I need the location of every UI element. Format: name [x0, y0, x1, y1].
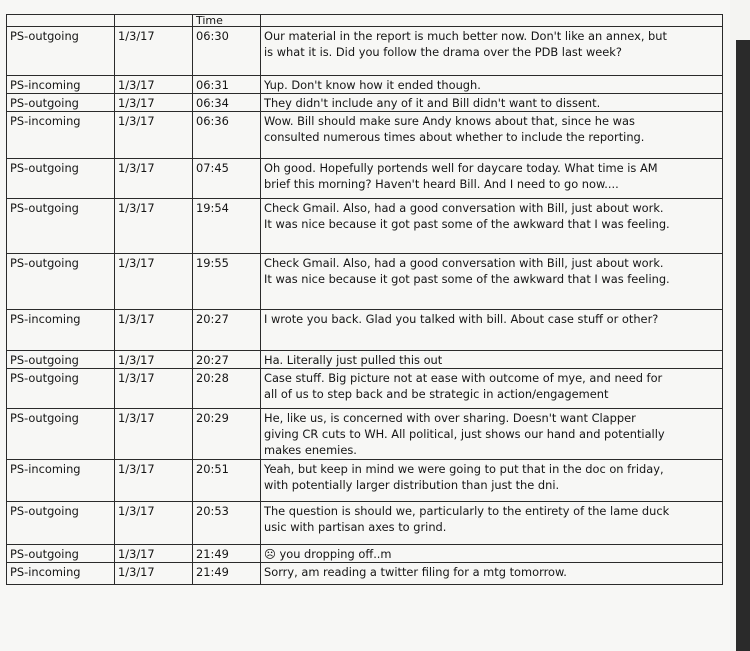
- date-cell: 1/3/17: [115, 563, 193, 585]
- date-cell: 1/3/17: [115, 94, 193, 112]
- date-cell: 1/3/17: [115, 351, 193, 369]
- table-row: [7, 159, 723, 199]
- message-line: usic with partisan axes to grind.: [264, 520, 447, 534]
- date-cell: 1/3/17: [115, 112, 193, 159]
- message-cell: [261, 502, 723, 545]
- direction-cell: PS-incoming: [7, 112, 115, 159]
- direction-cell: PS-incoming: [7, 563, 115, 585]
- direction-cell: PS-outgoing: [7, 159, 115, 199]
- time-cell: 06:30: [193, 27, 261, 76]
- date-cell: 1/3/17: [115, 254, 193, 310]
- message-line: consulted numerous times about whether to include the reporting.: [264, 130, 645, 144]
- date-cell: 1/3/17: [115, 76, 193, 94]
- direction-cell: PS-outgoing: [7, 369, 115, 409]
- message-line: It was nice because it got past some of the awkward that I was feeling.: [264, 217, 670, 231]
- message-cell: [261, 199, 723, 254]
- direction-cell: PS-outgoing: [7, 351, 115, 369]
- message-cell: [261, 351, 723, 369]
- time-cell: 20:27: [193, 310, 261, 351]
- time-cell: 20:53: [193, 502, 261, 545]
- message-line: makes enemies.: [264, 443, 357, 457]
- table-row: [7, 351, 723, 369]
- time-cell: 06:31: [193, 76, 261, 94]
- direction-cell: PS-outgoing: [7, 94, 115, 112]
- table-row: [7, 310, 723, 351]
- message-line: Yup. Don't know how it ended though.: [264, 78, 481, 92]
- direction-cell: PS-outgoing: [7, 254, 115, 310]
- message-line: Check Gmail. Also, had a good conversation with Bill, just about work.: [264, 201, 664, 215]
- message-cell: [261, 254, 723, 310]
- table-row: [7, 563, 723, 585]
- message-line: I wrote you back. Glad you talked with bill. About case stuff or other?: [264, 312, 659, 326]
- time-cell: 06:34: [193, 94, 261, 112]
- message-line: with potentially larger distribution than just the dni.: [264, 478, 560, 492]
- message-line: Yeah, but keep in mind we were going to put that in the doc on friday,: [264, 462, 664, 476]
- message-cell: [261, 369, 723, 409]
- message-line: is what it is. Did you follow the drama over the PDB last week?: [264, 45, 622, 59]
- message-line: giving CR cuts to WH. All political, just shows our hand and potentially: [264, 427, 665, 441]
- header-time: Time: [193, 15, 261, 27]
- direction-cell: PS-incoming: [7, 460, 115, 502]
- header-direction: [7, 15, 115, 27]
- table-row: [7, 369, 723, 409]
- time-cell: 19:55: [193, 254, 261, 310]
- table-row: [7, 76, 723, 94]
- message-line: Wow. Bill should make sure Andy knows about that, since he was: [264, 114, 635, 128]
- message-cell: [261, 27, 723, 76]
- table-row: [7, 409, 723, 460]
- time-cell: 07:45: [193, 159, 261, 199]
- message-cell: [261, 563, 723, 585]
- header-row: [7, 15, 723, 27]
- table-row: [7, 94, 723, 112]
- date-cell: 1/3/17: [115, 159, 193, 199]
- message-line: The question is should we, particularly to the entirety of the lame duck: [264, 504, 670, 518]
- table-row: [7, 502, 723, 545]
- time-cell: 20:29: [193, 409, 261, 460]
- direction-cell: PS-incoming: [7, 310, 115, 351]
- message-line: Sorry, am reading a twitter filing for a mtg tomorrow.: [264, 565, 567, 579]
- table-row: [7, 112, 723, 159]
- table-row: [7, 27, 723, 76]
- direction-cell: PS-outgoing: [7, 545, 115, 563]
- message-line: Case stuff. Big picture not at ease with outcome of mye, and need for: [264, 371, 663, 385]
- message-cell: [261, 112, 723, 159]
- date-cell: 1/3/17: [115, 369, 193, 409]
- message-line: It was nice because it got past some of the awkward that I was feeling.: [264, 272, 670, 286]
- table-row: [7, 199, 723, 254]
- time-cell: 19:54: [193, 199, 261, 254]
- time-cell: 21:49: [193, 563, 261, 585]
- time-cell: 20:28: [193, 369, 261, 409]
- direction-cell: PS-outgoing: [7, 27, 115, 76]
- direction-cell: PS-outgoing: [7, 409, 115, 460]
- message-cell: [261, 76, 723, 94]
- message-cell: [261, 94, 723, 112]
- direction-cell: PS-outgoing: [7, 199, 115, 254]
- message-line: brief this morning? Haven't heard Bill. And I need to go now....: [264, 177, 619, 191]
- table-row: [7, 460, 723, 502]
- time-cell: 20:51: [193, 460, 261, 502]
- date-cell: 1/3/17: [115, 545, 193, 563]
- direction-cell: PS-outgoing: [7, 502, 115, 545]
- scan-dark-edge: [736, 40, 750, 651]
- message-line: Our material in the report is much better now. Don't like an annex, but: [264, 29, 667, 43]
- table-row: [7, 545, 723, 563]
- message-line: Check Gmail. Also, had a good conversation with Bill, just about work.: [264, 256, 664, 270]
- message-line: all of us to step back and be strategic in action/engagement: [264, 387, 609, 401]
- message-line: Oh good. Hopefully portends well for daycare today. What time is AM: [264, 161, 658, 175]
- date-cell: 1/3/17: [115, 199, 193, 254]
- time-cell: 21:49: [193, 545, 261, 563]
- time-cell: 20:27: [193, 351, 261, 369]
- date-cell: 1/3/17: [115, 460, 193, 502]
- message-line: ☹ you dropping off..m: [264, 547, 392, 561]
- message-line: Ha. Literally just pulled this out: [264, 353, 443, 367]
- message-cell: [261, 159, 723, 199]
- date-cell: 1/3/17: [115, 502, 193, 545]
- message-line: They didn't include any of it and Bill didn't want to dissent.: [264, 96, 601, 110]
- date-cell: 1/3/17: [115, 310, 193, 351]
- message-cell: [261, 310, 723, 351]
- table-row: [7, 254, 723, 310]
- message-cell: [261, 460, 723, 502]
- date-cell: 1/3/17: [115, 409, 193, 460]
- message-line: He, like us, is concerned with over sharing. Doesn't want Clapper: [264, 411, 636, 425]
- header-date: [115, 15, 193, 27]
- date-cell: 1/3/17: [115, 27, 193, 76]
- message-cell: [261, 409, 723, 460]
- time-cell: 06:36: [193, 112, 261, 159]
- direction-cell: PS-incoming: [7, 76, 115, 94]
- message-log-table: [6, 14, 723, 585]
- header-message: [261, 15, 723, 27]
- message-cell: [261, 545, 723, 563]
